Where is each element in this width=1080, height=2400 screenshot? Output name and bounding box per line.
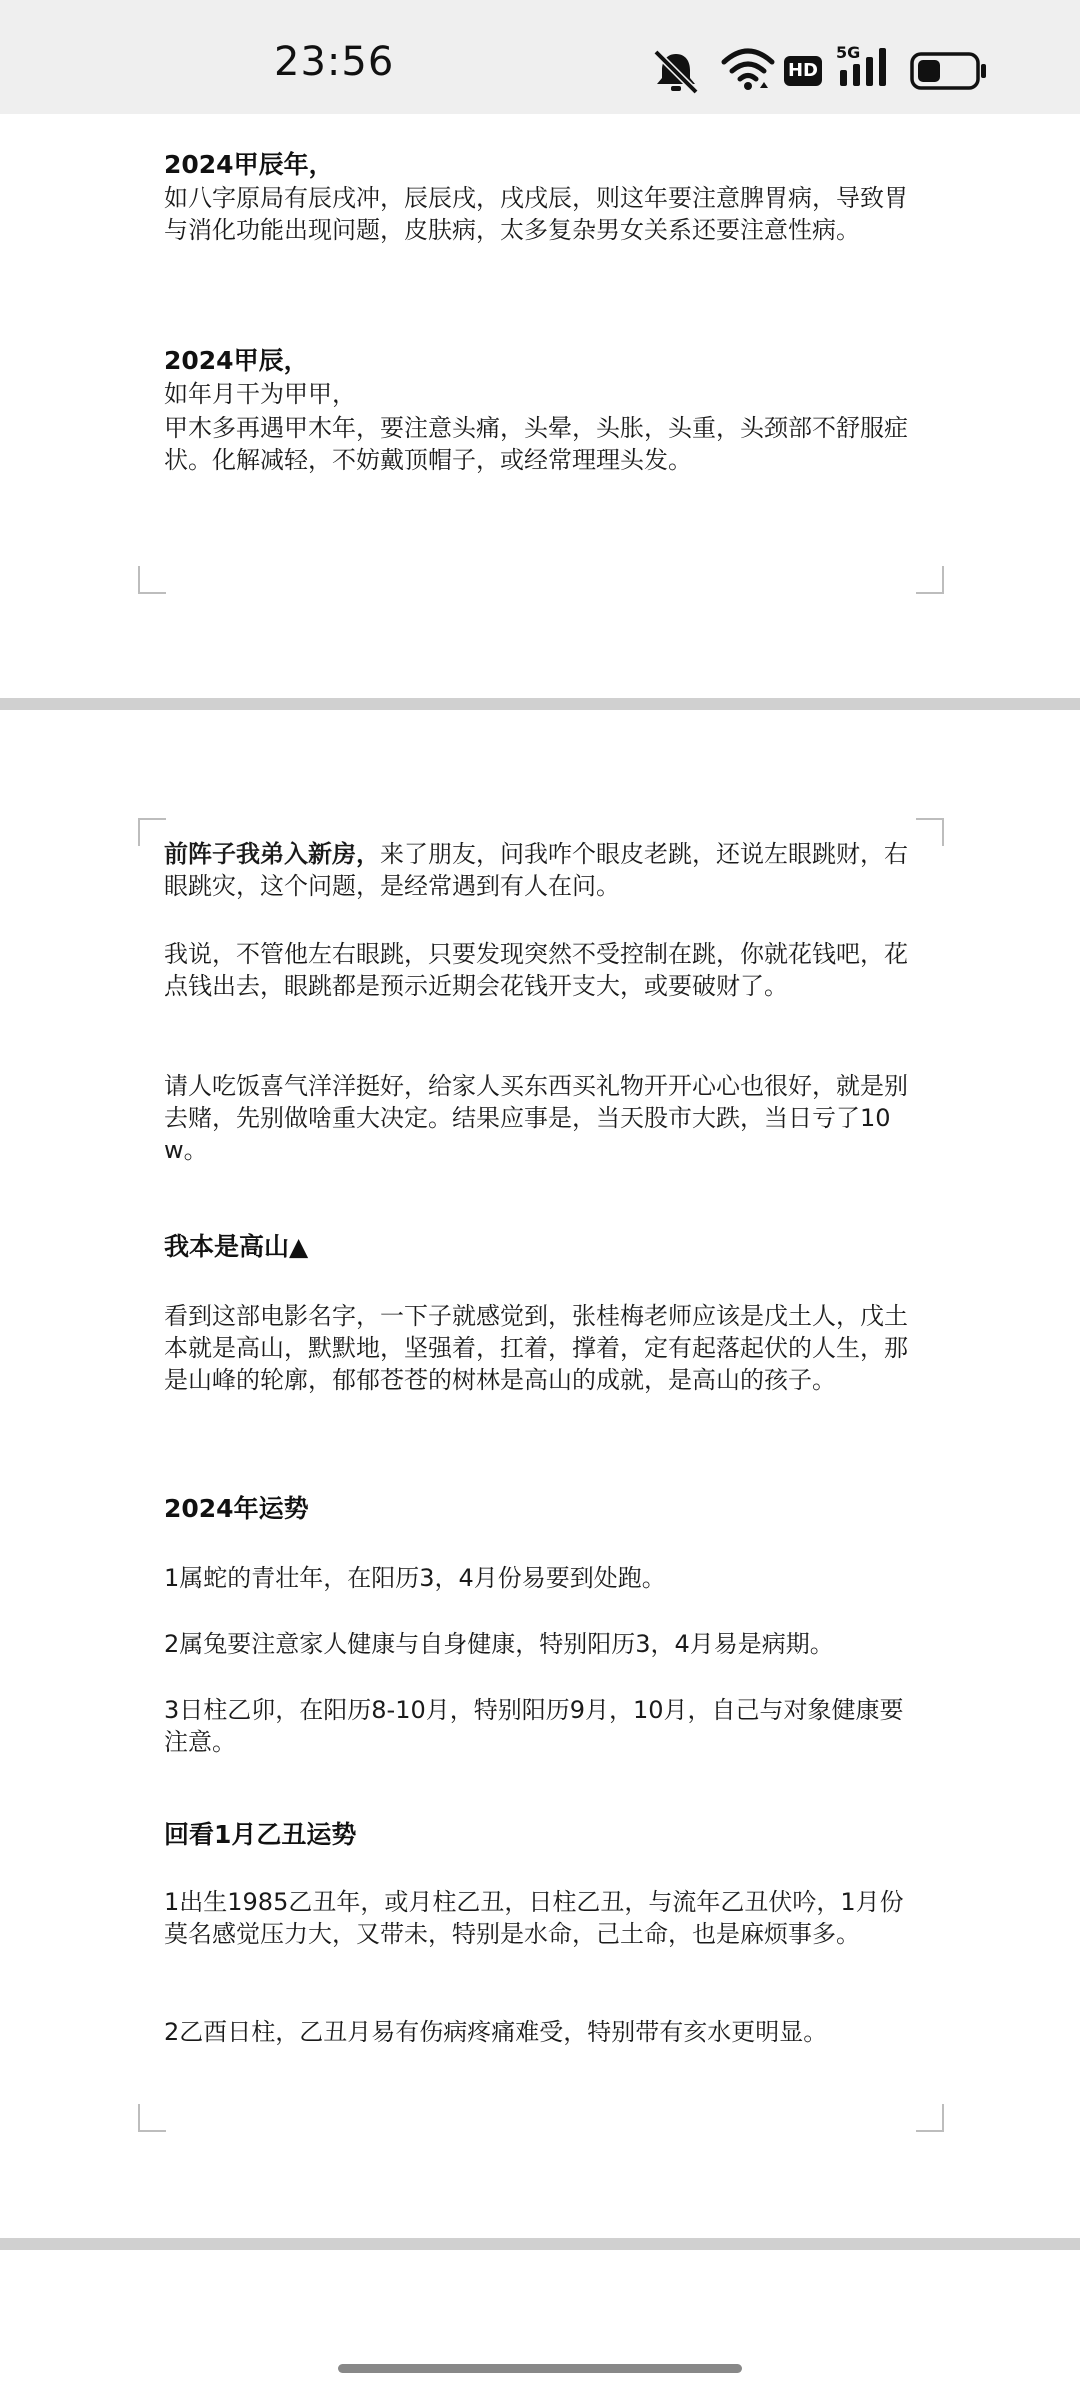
page2-paragraph-2: 我说，不管他左右眼跳，只要发现突然不受控制在跳，你就花钱吧，花点钱出去，眼跳都是预示近期会花钱开支大，或要破财了。 xyxy=(164,940,908,1000)
section-2024-item: 3日柱乙卯，在阳历8-10月，特别阳历9月，10月，自己与对象健康要注意。 xyxy=(164,1696,904,1756)
mute-bell-icon xyxy=(650,48,702,98)
page2-intro-paragraph xyxy=(164,838,914,902)
page1-block1-body: 如八字原局有辰戌冲，辰辰戌，戌戌辰，则这年要注意脾胃病，导致胃与消化功能出现问题，皮肤病，太多复杂男女关系还要注意性病。 xyxy=(164,184,908,244)
page1-block2-heading: 2024甲辰， xyxy=(164,346,309,375)
wifi-icon xyxy=(720,46,776,96)
battery-icon xyxy=(910,52,988,94)
clock: 23:56 xyxy=(274,39,395,85)
section-mountain-body: 看到这部电影名字，一下子就感觉到，张桂梅老师应该是戊土人，戊土本就是高山，默默地，坚强着，扛着，撑着，定有起落起伏的人生，那是山峰的轮廓，郁郁苍苍的树林是高山的成就，是高山的孩子。 xyxy=(164,1302,908,1394)
section-2024-heading: 2024年运势 xyxy=(164,1494,309,1523)
section-2024-item: 1属蛇的青壮年，在阳历3，4月份易要到处跑。 xyxy=(164,1564,666,1592)
page2-paragraph-3: 请人吃饭喜气洋洋挺好，给家人买东西买礼物开开心心也很好，就是别去赌，先别做啥重大决定。结果应事是，当天股市大跌，当日亏了10w。 xyxy=(164,1072,908,1164)
page-corner-mark xyxy=(916,818,944,846)
document-page-1 xyxy=(0,114,1080,698)
page-corner-mark xyxy=(138,566,166,594)
hd-icon xyxy=(784,56,822,86)
page-corner-mark xyxy=(138,2104,166,2132)
home-indicator[interactable] xyxy=(338,2364,742,2373)
page-corner-mark xyxy=(916,2104,944,2132)
document-page-3 xyxy=(0,2250,1080,2400)
section-jan-heading: 回看1月乙丑运势 xyxy=(164,1820,357,1849)
page-corner-mark xyxy=(138,818,166,846)
page1-block1-heading: 2024甲辰年， xyxy=(164,150,334,179)
page1-block2-line1: 如年月干为甲甲， xyxy=(164,380,356,408)
page1-block2-body: 甲木多再遇甲木年，要注意头痛，头晕，头胀，头重，头颈部不舒服症状。化解减轻，不妨戴顶帽子，或经常理理头发。 xyxy=(164,414,908,474)
5g-label: 5G xyxy=(836,43,861,62)
page2-intro-rest: 来了朋友，问我咋个眼皮老跳，还说左眼跳财，右眼跳灾，这个问题，是经常遇到有人在问。 xyxy=(164,840,908,900)
page2-intro-bold: 前阵子我弟入新房， xyxy=(164,840,380,868)
status-bar xyxy=(0,0,1080,114)
section-mountain-heading: 我本是高山▲ xyxy=(164,1232,309,1261)
page-separator xyxy=(0,698,1080,710)
section-jan-item: 2乙酉日柱，乙丑月易有伤病疼痛难受，特别带有亥水更明显。 xyxy=(164,2018,828,2046)
5g-signal-icon xyxy=(836,44,896,90)
section-2024-item: 2属兔要注意家人健康与自身健康，特别阳历3，4月易是病期。 xyxy=(164,1630,834,1658)
page-corner-mark xyxy=(916,566,944,594)
section-jan-item: 1出生1985乙丑年，或月柱乙丑，日柱乙丑，与流年乙丑伏吟，1月份莫名感觉压力大，又带未，特别是水命，己土命，也是麻烦事多。 xyxy=(164,1888,904,1948)
page-separator xyxy=(0,2238,1080,2250)
hd-label: HD xyxy=(787,60,818,81)
document-page-2 xyxy=(0,710,1080,2238)
